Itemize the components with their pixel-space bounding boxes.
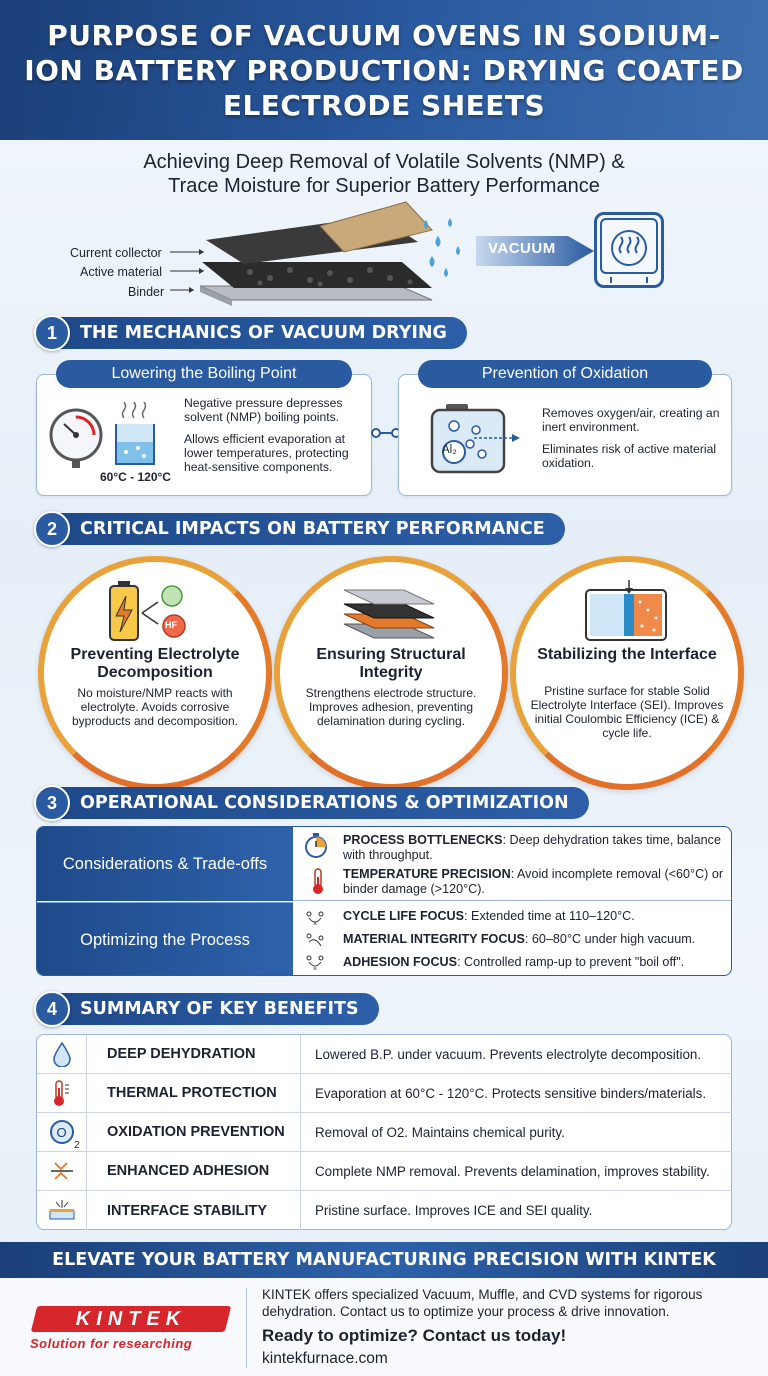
section-2-header <box>34 512 565 546</box>
benefit-desc: Evaporation at 60°C - 120°C. Protects sensitive binders/materials. <box>315 1085 707 1101</box>
considerations-label: Considerations & Trade-offs <box>37 827 293 901</box>
benefit-desc: Lowered B.P. under vacuum. Prevents electrolyte decomposition. <box>315 1046 702 1062</box>
footer-description: KINTEK offers specialized Vacuum, Muffle, and CVD systems for rigorous dehydration. Contact us to optimize your process & drive innovation. <box>262 1287 703 1319</box>
label-current-collector: Current collector <box>70 246 162 260</box>
process-bottlenecks: PROCESS BOTTLENECKS: Deep dehydration takes time, balance with throughput. <box>343 833 721 862</box>
interface-cell-icon <box>578 578 678 648</box>
table-row <box>37 1074 730 1113</box>
section-4-header <box>34 992 379 1026</box>
pressure-gauge-beaker-icon <box>46 402 182 472</box>
battery-reaction-icon <box>104 580 204 650</box>
interface-icon <box>48 1199 76 1223</box>
section-3-title: OPERATIONAL CONSIDERATIONS & OPTIMIZATION <box>58 787 589 819</box>
water-drop-icon <box>52 1041 72 1067</box>
layered-electrode-icon <box>334 580 444 648</box>
header-banner <box>0 0 768 140</box>
benefit-name: THERMAL PROTECTION <box>87 1074 301 1113</box>
vacuum-label: VACUUM <box>488 240 556 257</box>
optimizing-items <box>293 902 731 976</box>
material-integrity-focus: MATERIAL INTEGRITY FOCUS: 60–80°C under high vacuum. <box>343 932 696 946</box>
optimizing-label: Optimizing the Process <box>37 902 293 976</box>
footer-divider <box>246 1288 247 1368</box>
temperature-range-label: 60°C - 120°C <box>100 470 171 484</box>
oxygen-icon: O 2 <box>50 1120 74 1144</box>
thermometer-icon <box>309 867 327 895</box>
oxidation-chamber-icon <box>428 402 524 474</box>
pill-prevention-of-oxidation: Prevention of Oxidation <box>418 360 712 388</box>
benefit-name: DEEP DEHYDRATION <box>87 1035 301 1074</box>
vacuum-oven-icon <box>594 212 664 288</box>
subtitle-line-1: Achieving Deep Removal of Volatile Solvents (NMP) & <box>143 151 625 173</box>
svg-text:×: × <box>313 966 318 972</box>
circle-2-body: Strengthens electrode structure. Improves adhesion, preventing delamination during cycling. <box>305 686 477 728</box>
oxidation-text-2: Eliminates risk of active material oxidation. <box>542 442 717 470</box>
benefit-desc: Pristine surface. Improves ICE and SEI quality. <box>315 1203 593 1218</box>
label-active-material: Active material <box>80 265 162 279</box>
process-flow-icons <box>303 908 329 972</box>
benefit-name: INTERFACE STABILITY <box>87 1191 301 1230</box>
benefit-desc: Removal of O2. Maintains chemical purity. <box>315 1124 565 1140</box>
page-title: PURPOSE OF VACUUM OVENS IN SODIUM-ION BATTERY PRODUCTION: DRYING COATED ELECTRODE SHEETS <box>24 18 744 122</box>
circle-1-body: No moisture/NMP reacts with electrolyte. Avoids corrosive byproducts and decomposition. <box>71 686 239 728</box>
table-row <box>37 1191 730 1230</box>
operational-box <box>36 826 732 976</box>
circle-1-title: Preventing Electrolyte Decomposition <box>70 646 240 681</box>
section-2-number: 2 <box>34 511 70 547</box>
section-1-number: 1 <box>34 315 70 351</box>
section-3-number: 3 <box>34 785 70 821</box>
benefit-desc: Complete NMP removal. Prevents delamination, improves stability. <box>315 1163 710 1179</box>
stopwatch-icon <box>303 833 329 859</box>
oxidation-text-1: Removes oxygen/air, creating an inert environment. <box>542 406 720 434</box>
electrode-sheet-illustration <box>170 190 470 310</box>
footer-url[interactable]: kintekfurnace.com <box>262 1350 388 1367</box>
section-2-title: CRITICAL IMPACTS ON BATTERY PERFORMANCE <box>58 513 565 545</box>
section-3-header <box>34 786 589 820</box>
circle-2-title: Ensuring Structural Integrity <box>316 646 466 681</box>
section-1-title: THE MECHANICS OF VACUUM DRYING <box>58 317 467 349</box>
considerations-items <box>293 827 731 901</box>
kintek-logo-text: KINTEK <box>75 1307 187 1330</box>
adhesion-focus: ADHESION FOCUS: Controlled ramp-up to prevent "boil off". <box>343 955 685 969</box>
thermometer-icon <box>51 1079 73 1107</box>
section-4-title: SUMMARY OF KEY BENEFITS <box>58 993 379 1025</box>
hf-label: HF <box>165 620 177 630</box>
subtitle-line-2: Trace Moisture for Superior Battery Performance <box>168 175 600 197</box>
circle-3-title: Stabilizing the Interface <box>537 646 717 663</box>
benefits-table <box>36 1034 732 1230</box>
footer-banner: ELEVATE YOUR BATTERY MANUFACTURING PRECISION WITH KINTEK <box>0 1242 768 1278</box>
cycle-life-focus: CYCLE LIFE FOCUS: Extended time at 110–120°C. <box>343 909 635 923</box>
adhesion-icon <box>49 1159 75 1183</box>
label-binder: Binder <box>128 285 165 299</box>
aluminum-label: Al₂ <box>442 444 457 456</box>
table-row <box>37 1113 730 1152</box>
section-4-number: 4 <box>34 991 70 1027</box>
benefit-name: OXIDATION PREVENTION <box>87 1113 301 1152</box>
section-1-header <box>34 316 467 350</box>
boiling-point-text-2: Allows efficient evaporation at lower temperatures, protecting heat-sensitive components. <box>184 432 349 474</box>
svg-text:×: × <box>313 921 318 928</box>
boiling-point-text-1: Negative pressure depresses solvent (NMP) boiling points. <box>184 396 343 424</box>
footer <box>0 1278 768 1376</box>
kintek-tagline: Solution for researching <box>30 1336 193 1351</box>
table-row <box>37 1035 730 1074</box>
temperature-precision: TEMPERATURE PRECISION: Avoid incomplete removal (<60°C) or binder damage (>120°C). <box>343 867 724 896</box>
pill-lowering-boiling-point: Lowering the Boiling Point <box>56 360 352 388</box>
table-row <box>37 1152 730 1191</box>
circle-3-body: Pristine surface for stable Solid Electrolyte Interface (SEI). Improves initial Coulombic Efficiency (ICE) & cycle life. <box>530 684 724 740</box>
footer-cta[interactable]: Ready to optimize? Contact us today! <box>262 1326 567 1345</box>
benefit-name: ENHANCED ADHESION <box>87 1152 301 1191</box>
